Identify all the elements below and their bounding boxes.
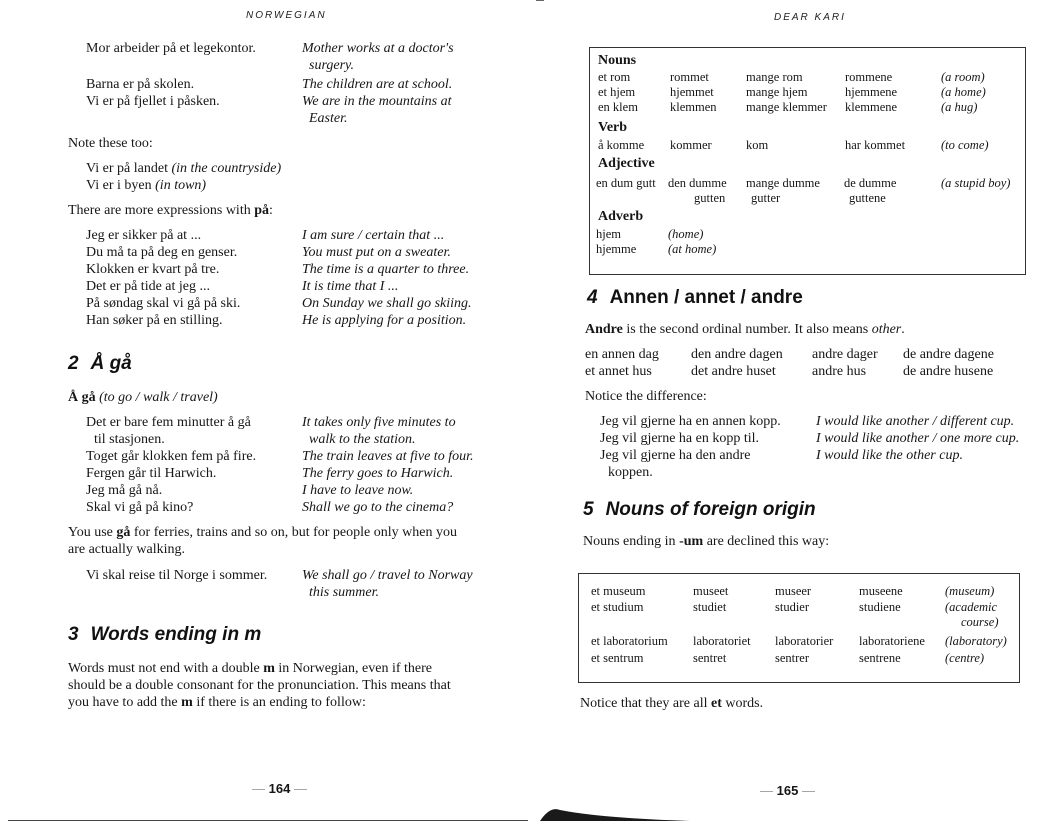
andre-grid xyxy=(585,346,1025,382)
section-title: Å gå xyxy=(90,353,132,374)
table-cell: gutter xyxy=(751,191,781,205)
foreign-nouns-table xyxy=(578,573,1020,683)
section-title: Nouns of foreign origin xyxy=(605,499,816,520)
dash: — xyxy=(801,783,815,798)
foreign-nouns-rows xyxy=(591,584,1017,679)
english-text-cont: Easter. xyxy=(309,111,348,126)
examples-block-1 xyxy=(86,40,516,130)
norwegian-text: Fergen går til Harwich. xyxy=(86,466,217,481)
table-cell: studiene xyxy=(859,600,901,614)
running-head-left: NORWEGIAN xyxy=(246,10,327,21)
table-cell: et studium xyxy=(591,600,644,614)
table-cell: å komme xyxy=(598,138,645,152)
table-cell: (centre) xyxy=(945,651,985,665)
table-cell: et rom xyxy=(598,70,631,84)
nouns-rows xyxy=(598,70,1023,115)
norwegian-text: Klokken er kvart på tre. xyxy=(86,262,220,277)
table-cell: mange rom xyxy=(746,70,803,84)
bold-word: Andre xyxy=(585,322,623,337)
page-number-right xyxy=(760,783,815,798)
table-section-label: Verb xyxy=(598,120,628,135)
sentence-part: you have to add the xyxy=(68,695,178,710)
more-expressions-text xyxy=(68,202,273,219)
table-cell: mange klemmer xyxy=(746,100,827,114)
table-cell: de dumme xyxy=(844,176,897,190)
table-cell: hjemmene xyxy=(845,85,898,99)
table-cell: museer xyxy=(775,584,812,598)
top-mark xyxy=(536,0,544,1)
english-text: Shall we go to the cinema? xyxy=(302,500,454,515)
vocabulary-table xyxy=(589,47,1026,275)
bold-word: gå xyxy=(116,525,131,540)
section-2-heading xyxy=(68,353,132,375)
sentence-part: Words must not end with a double xyxy=(68,661,260,676)
sentence-part: : xyxy=(269,203,273,218)
grid-cell: de andre dagene xyxy=(903,347,994,362)
english-text: You must put on a sweater. xyxy=(302,245,451,260)
table-cell: laboratorier xyxy=(775,634,834,648)
page-number: 164 xyxy=(268,781,291,796)
table-cell: hjemme xyxy=(596,242,637,256)
sentence-part: if there is an ending to follow: xyxy=(196,695,366,710)
table-cell: kommer xyxy=(670,138,712,152)
table-cell: studiet xyxy=(693,600,727,614)
sentence-part: in Norwegian, even if there xyxy=(278,661,432,676)
bold-word: -um xyxy=(679,534,704,549)
table-cell: (laboratory) xyxy=(945,634,1007,648)
example-4 xyxy=(86,567,516,603)
english-text: I have to leave now. xyxy=(302,483,414,498)
english-text: We shall go / travel to Norway xyxy=(302,568,473,583)
table-cell: (a stupid boy) xyxy=(941,176,1011,190)
table-cell: gutten xyxy=(694,191,726,205)
table-cell: klemmene xyxy=(845,100,898,114)
table-cell: (academic xyxy=(945,600,998,614)
norwegian-text: På søndag skal vi gå på ski. xyxy=(86,296,241,311)
table-cell: studier xyxy=(775,600,810,614)
verb-row xyxy=(598,138,1023,154)
table-cell: museene xyxy=(859,584,903,598)
dash: — xyxy=(252,781,265,796)
bottom-rule-left xyxy=(8,820,528,821)
norwegian-text: Skal vi gå på kino? xyxy=(86,500,194,515)
table-cell: klemmen xyxy=(670,100,717,114)
norwegian-text: Mor arbeider på et legekontor. xyxy=(86,41,256,56)
section-5-heading xyxy=(583,499,816,521)
sentence-part: Nouns ending in xyxy=(583,534,676,549)
table-section-label: Adverb xyxy=(598,209,644,224)
table-cell: (a room) xyxy=(941,70,985,84)
dash: — xyxy=(293,781,307,796)
section-title: Annen / annet / andre xyxy=(609,287,803,308)
table-cell: laboratoriene xyxy=(859,634,925,648)
examples-block-5 xyxy=(600,413,1040,483)
table-cell: rommet xyxy=(670,70,709,84)
norwegian-text: Jeg vil gjerne ha en annen kopp. xyxy=(600,414,781,429)
page-number-left xyxy=(252,781,307,796)
english-text: The time is a quarter to three. xyxy=(302,262,470,277)
ga-usage-paragraph xyxy=(68,524,518,558)
italic-word: other xyxy=(871,322,902,337)
grid-cell: et annet hus xyxy=(585,364,652,379)
english-text: Mother works at a doctor's xyxy=(302,41,454,56)
sentence-part: There are more expressions with xyxy=(68,203,251,218)
norwegian-text: Toget går klokken fem på fire. xyxy=(86,449,257,464)
norwegian-text: Du må ta på deg en genser. xyxy=(86,245,238,260)
norwegian-text-cont: koppen. xyxy=(608,465,653,480)
norwegian-text: Jeg er sikker på at ... xyxy=(86,228,202,243)
sentence-part: Notice that they are all xyxy=(580,696,708,711)
examples-block-2 xyxy=(86,227,516,331)
table-cell: museet xyxy=(693,584,729,598)
table-cell: rommene xyxy=(845,70,893,84)
sentence-part: . xyxy=(901,322,905,337)
sentence-part: words. xyxy=(725,696,764,711)
table-cell: laboratoriet xyxy=(693,634,751,648)
paragraph-3 xyxy=(68,660,518,711)
table-cell: course) xyxy=(961,615,999,629)
table-cell: et sentrum xyxy=(591,651,644,665)
table-cell: sentrene xyxy=(859,651,901,665)
um-sentence xyxy=(583,533,829,550)
table-cell: (a home) xyxy=(941,85,986,99)
table-cell: en dum gutt xyxy=(596,176,656,190)
gloss-text: (in town) xyxy=(155,178,207,193)
norwegian-text: Jeg vil gjerne ha en kopp til. xyxy=(600,431,760,446)
table-cell: mange hjem xyxy=(746,85,808,99)
english-text: I am sure / certain that ... xyxy=(302,228,445,243)
grid-cell: en annen dag xyxy=(585,347,659,362)
andre-definition xyxy=(585,321,905,338)
table-cell: sentret xyxy=(693,651,727,665)
norwegian-text: Jeg vil gjerne ha den andre xyxy=(600,448,751,463)
norwegian-text: Vi er på fjellet i påsken. xyxy=(86,94,220,109)
table-cell: et museum xyxy=(591,584,646,598)
section-number: 2 xyxy=(68,353,79,374)
english-text: I would like another / one more cup. xyxy=(816,431,1020,446)
notice-difference: Notice the difference: xyxy=(585,389,707,404)
table-cell: en klem xyxy=(598,100,638,114)
english-text-cont: walk to the station. xyxy=(309,432,416,447)
grid-cell: andre hus xyxy=(812,364,867,379)
norwegian-text: Vi skal reise til Norge i sommer. xyxy=(86,568,268,583)
english-text: I would like another / different cup. xyxy=(816,414,1015,429)
table-cell: sentrer xyxy=(775,651,810,665)
sentence-part: You use xyxy=(68,525,113,540)
sentence-part: are declined this way: xyxy=(706,534,830,549)
note-text: Note these too: xyxy=(68,136,153,151)
table-cell: den dumme xyxy=(668,176,727,190)
english-text: It is time that I ... xyxy=(302,279,399,294)
table-cell: hjem xyxy=(596,227,621,241)
bold-word: m xyxy=(181,695,193,710)
grid-cell: de andre husene xyxy=(903,364,994,379)
notice-et-words xyxy=(580,695,763,712)
norwegian-text-cont: til stasjonen. xyxy=(94,432,165,447)
adverb-rows xyxy=(596,227,896,258)
sentence-part: are actually walking. xyxy=(68,542,186,557)
section-title: Words ending in m xyxy=(90,624,262,645)
section-number: 5 xyxy=(583,499,594,520)
table-section-label: Nouns xyxy=(598,53,637,68)
sentence-part: for ferries, trains and so on, but for people only when you xyxy=(133,525,457,540)
gloss-text: (in the countryside) xyxy=(171,161,282,176)
norwegian-text: Barna er på skolen. xyxy=(86,77,195,92)
table-cell: (to come) xyxy=(941,138,989,152)
table-cell: (home) xyxy=(668,227,704,241)
norwegian-text: Det er bare fem minutter å gå xyxy=(86,415,251,430)
section-4-heading xyxy=(587,287,803,309)
table-cell: (a hug) xyxy=(941,100,978,114)
table-cell: et laboratorium xyxy=(591,634,668,648)
bold-word: på xyxy=(254,203,270,218)
norwegian-text: Han søker på en stilling. xyxy=(86,313,223,328)
bold-word: et xyxy=(711,696,722,711)
english-text-cont: this summer. xyxy=(309,585,380,600)
gloss-text: (to go / walk / travel) xyxy=(99,390,218,405)
english-text: We are in the mountains at xyxy=(302,94,452,109)
table-cell: hjemmet xyxy=(670,85,714,99)
table-cell: (at home) xyxy=(668,242,717,256)
table-cell: mange dumme xyxy=(746,176,820,190)
note-examples xyxy=(86,160,386,196)
examples-block-3 xyxy=(86,414,516,518)
norwegian-text: Det er på tide at jeg ... xyxy=(86,279,211,294)
norwegian-text: Vi er på landet xyxy=(86,161,168,176)
english-text: On Sunday we shall go skiing. xyxy=(302,296,472,311)
aga-definition xyxy=(68,389,218,406)
english-text: He is applying for a position. xyxy=(302,313,467,328)
section-number: 3 xyxy=(68,624,79,645)
table-cell: har kommet xyxy=(845,138,906,152)
running-head-right: DEAR KARI xyxy=(774,12,846,23)
adjective-rows xyxy=(596,176,1023,207)
page-number: 165 xyxy=(776,783,799,798)
table-cell: (museum) xyxy=(945,584,995,598)
table-section-label: Adjective xyxy=(598,156,655,171)
english-text: The ferry goes to Harwich. xyxy=(302,466,454,481)
section-number: 4 xyxy=(587,287,598,308)
bold-word: m xyxy=(263,661,275,676)
english-text-cont: surgery. xyxy=(309,58,354,73)
grid-cell: det andre huset xyxy=(691,364,776,379)
spine-shadow xyxy=(520,800,690,822)
sentence-part: should be a double consonant for the pronunciation. This means that xyxy=(68,678,451,693)
norwegian-text: Jeg må gå nå. xyxy=(86,483,163,498)
dash: — xyxy=(760,783,773,798)
section-3-heading xyxy=(68,624,261,646)
table-cell: guttene xyxy=(849,191,886,205)
english-text: The children are at school. xyxy=(302,77,453,92)
table-cell: kom xyxy=(746,138,769,152)
english-text: I would like the other cup. xyxy=(816,448,963,463)
english-text: It takes only five minutes to xyxy=(302,415,456,430)
english-text: The train leaves at five to four. xyxy=(302,449,474,464)
sentence-part: is the second ordinal number. It also means xyxy=(626,322,869,337)
grid-cell: den andre dagen xyxy=(691,347,783,362)
table-cell: et hjem xyxy=(598,85,636,99)
bold-word: Å gå xyxy=(68,390,96,405)
grid-cell: andre dager xyxy=(812,347,878,362)
norwegian-text: Vi er i byen xyxy=(86,178,152,193)
